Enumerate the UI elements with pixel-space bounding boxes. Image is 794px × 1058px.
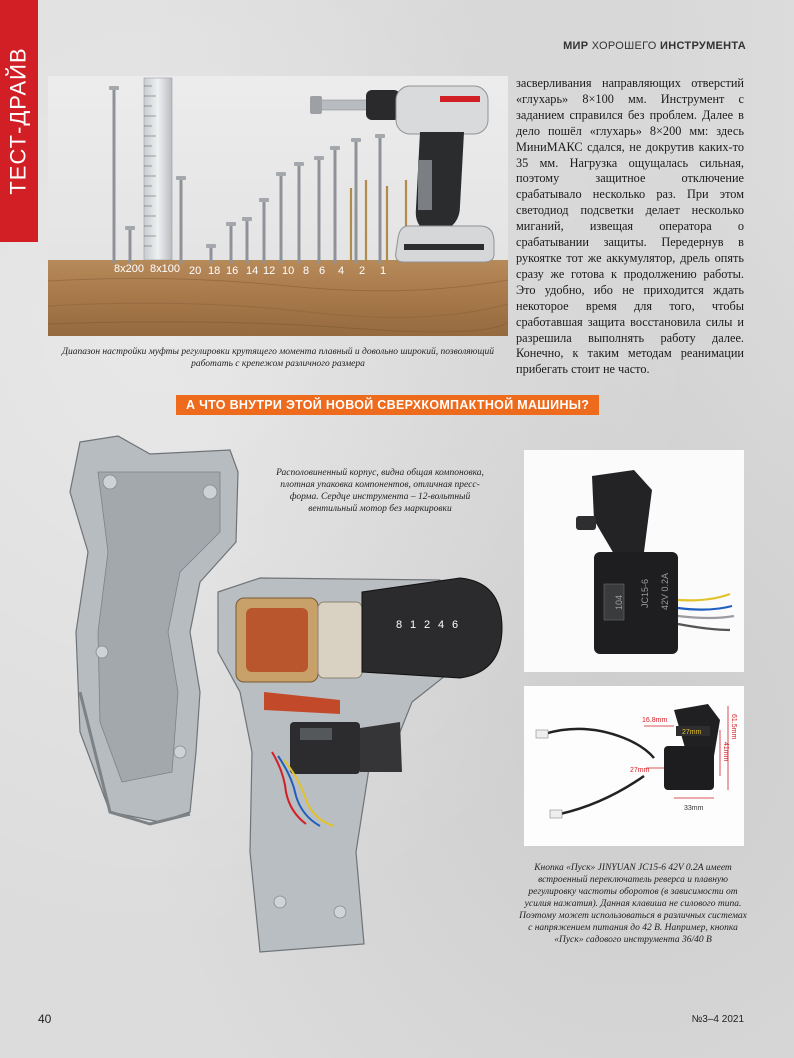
issue-number: №3–4 2021 [691,1014,744,1025]
screw-label: 18 [208,265,221,277]
screw-label: 20 [189,265,202,277]
dim-label: 27mm [630,767,650,774]
screw-label: 8x100 [150,263,180,275]
running-head-part2: ХОРОШЕГО [588,40,660,52]
running-head-part1: МИР [563,40,589,52]
section-heading: А ЧТО ВНУТРИ ЭТОЙ НОВОЙ СВЕРХКОМПАКТНОЙ МАШИНЫ? [176,395,599,415]
page-number: 40 [38,1012,52,1026]
dim-label: 27mm [682,729,702,736]
body-text: засверливания направляющих отверстий «глухарь» 8×100 мм. Инструмент с заданием справился без проблем. Далее в дело пошёл «глухарь» 8×200 мм: здесь МиниМАКС сдался, не докрутив каких-то 35 мм. Нагрузка ощущалась сильная, поэтому защитное отключение срабатывало несколько раз. При этом светодиод подсветки делает несколько миганий, извещая оператора о срабатывании защиты. Передернув в рукоятке тот же аккумулятор, дрель опять сразу же готова к продолжению работы. Это удобно, ибо не приходится ждать некоторое время для того, чтобы сработавшая защита восстановила силы и разрешила выполнять работу далее. Конечно, к таким методам реанимации прибегать стоит не часто. [516,76,744,377]
svg-text:1: 1 [410,619,417,631]
screw-label: 4 [338,265,345,277]
photo-screws-and-drill [48,76,508,336]
running-head [563,40,746,52]
dim-label: 61.5mm [730,714,737,740]
svg-text:2: 2 [424,619,431,631]
running-head-part3: ИНСТРУМЕНТА [660,40,746,52]
screw-label: 6 [319,265,326,277]
screw-label: 14 [246,265,259,277]
caption-switch: Кнопка «Пуск» JINYUAN JC15-6 42V 0.2A имеет встроенный переключатель реверса и плавную регулировку частоты оборотов (в зависимости от усилия нажатия). Данная клавиша не силового типа. Поэтому может использоваться в различных системах с напряжением питания до 42 В. Например, кнопка «Пуск» садового инструмента 36/40 В [519,863,747,945]
section-tab-label: ТЕСТ-ДРАЙВ [6,47,32,195]
section-tab [0,0,38,242]
drill-illustration [310,86,494,262]
screw-label: 2 [359,265,366,277]
dim-label: 16.8mm [642,717,668,724]
screw-label: 10 [282,265,295,277]
screw-label: 12 [263,265,276,277]
photo-switch-button [524,450,744,672]
photo-switch-dimensions [524,686,744,846]
switch-marking: JC15-6 [640,578,650,608]
switch-marking: 104 [614,594,624,610]
switch-marking: 42V 0.2A [660,572,670,610]
screw-label: 8 [303,265,310,277]
dim-label: 33mm [684,805,704,812]
svg-text:4: 4 [438,619,445,631]
screw-label: 1 [380,265,387,277]
screw-label: 16 [226,265,239,277]
screw-label: 8x200 [114,263,144,275]
dim-label: 41mm [722,742,729,762]
caption-screws: Диапазон настройки муфты регулировки крутящего момента плавный и довольно широкий, позволяющий работать с крепежом различного размера [61,347,495,369]
caption-housing: Располовиненный корпус, видна общая компоновка, плотная упаковка компонентов, отличная пресс-форма. Сердце инструмента – 12-вольтный вентильный мотор без маркировки [276,468,484,514]
svg-text:8: 8 [396,619,403,631]
svg-text:6: 6 [452,619,459,631]
